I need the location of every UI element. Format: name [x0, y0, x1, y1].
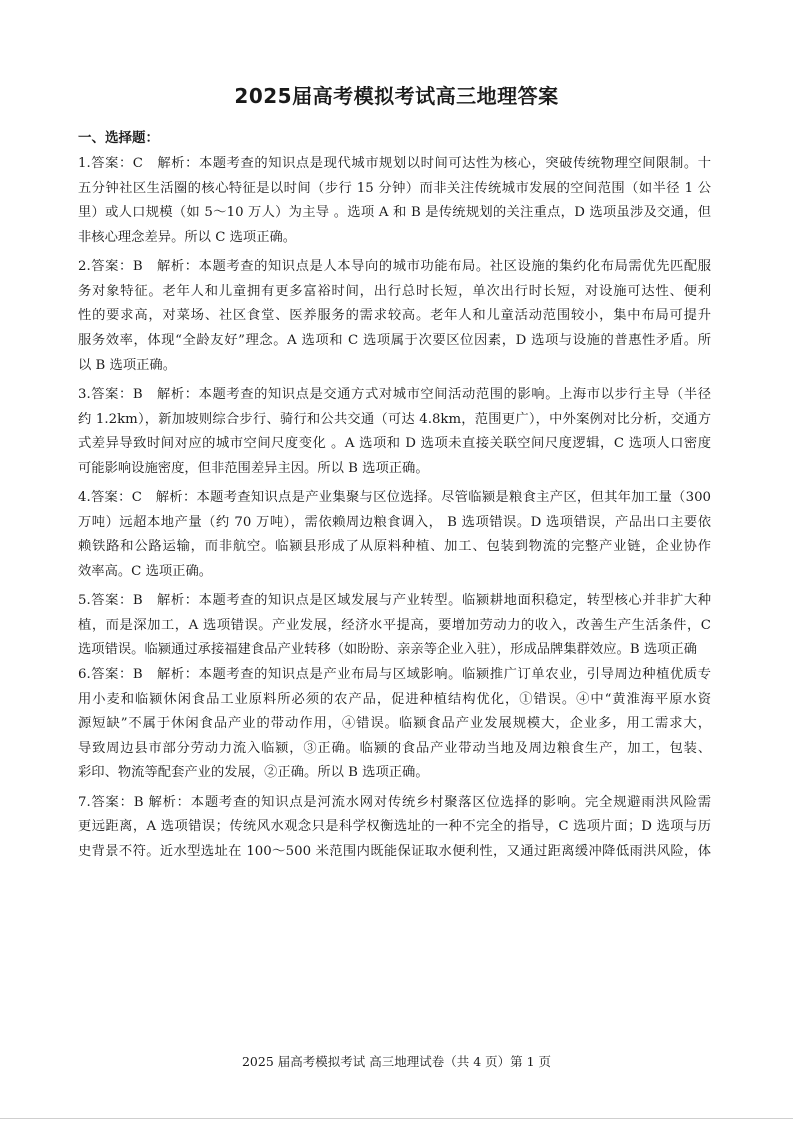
answer-list [78, 152, 711, 869]
answer-line: 史背景不符。近水型选址在 100～500 米范围内既能保证取水便利性，又通过距离缓冲降低雨洪风险，体 [78, 844, 711, 860]
answer-line: 约 1.2km），新加坡则综合步行、骑行和公共交通（可达 4.8km，范围更广），中外案例对比分析，交通方 [78, 411, 711, 427]
answer-line: 彩印、物流等配套产业的发展，②正确。所以 B 选项正确。 [78, 765, 429, 781]
answer-item [78, 383, 711, 481]
answer-item [78, 663, 711, 786]
answer-line: 更远距离，A 选项错误；传统风水观念只是科学权衡选址的一种不完全的指导，C 选项片面；D 选项与历 [78, 819, 711, 835]
answer-line: 效率高。C 选项正确。 [78, 563, 213, 579]
answer-line: 服务效率，体现“全龄友好”理念。A 选项和 C 选项属于次要区位因素，D 选项与设施的普惠性矛盾。所 [78, 332, 711, 348]
answer-line: 非核心理念差异。所以 C 选项正确。 [78, 229, 297, 245]
section-heading: 一、选择题： [78, 130, 159, 146]
answer-line: 可能影响设施密度，但非范围差异主因。所以 B 选项正确。 [78, 460, 429, 476]
answer-line: 植，而是深加工，A 选项错误。产业发展，经济水平提高，要增加劳动力的收入，改善生产生活条件，C [78, 617, 711, 633]
page-footer: 2025 届高考模拟考试 高三地理试卷（共 4 页）第 1 页 [241, 1054, 552, 1069]
bottom-rule [0, 1118, 793, 1119]
answer-item [78, 589, 711, 663]
answer-item [78, 255, 711, 378]
answer-line: 五分钟社区生活圈的核心特征是以时间（步行 15 分钟）而非关注传统城市发展的空间范围（如半径 1 公 [78, 180, 711, 196]
answer-line: 用小麦和临颍休闲食品工业原料所必须的农产品，促进种植结构优化，①错误。④中“黄淮海平原水资 [78, 691, 711, 707]
page-title: 2025届高考模拟考试高三地理答案 [234, 84, 559, 108]
answer-line: 以 B 选项正确。 [78, 357, 177, 373]
answer-line: 里）或人口规模（如 5～10 万人）为主导 。选项 A 和 B 是传统规划的关注重点，D 选项虽涉及交通，但 [78, 205, 711, 221]
answer-line: 3.答案：B 解析：本题考查的知识点是交通方式对城市空间活动范围的影响。上海市以步行主导（半径 [78, 386, 711, 402]
answer-line: 6.答案：B 解析：本题考查的知识点是产业布局与区域影响。临颍推广订单农业，引导周边种植优质专 [78, 667, 711, 683]
answer-item [78, 152, 711, 250]
answer-line: 7.答案：B 解析：本题考查的知识点是河流水网对传统乡村聚落区位选择的影响。完全规避雨洪风险需 [78, 794, 711, 810]
answer-line: 赖铁路和公路运输，而非航空。临颍县形成了从原料种植、加工、包装到物流的完整产业链，企业协作 [78, 539, 711, 555]
answer-item [78, 486, 711, 584]
answer-line: 式差异导致时间对应的城市空间尺度变化 。A 选项和 D 选项未直接关联空间尺度逻辑，C 选项人口密度 [78, 436, 711, 452]
answer-line: 导致周边县市部分劳动力流入临颍，③正确。临颍的食品产业带动当地及周边粮食生产，加工，包装、 [78, 740, 711, 756]
answer-item [78, 791, 711, 865]
answer-line: 选项错误。临颍通过承接福建食品产业转移（如盼盼、亲亲等企业入驻），形成品牌集群效应。B 选项正确 [78, 642, 698, 658]
answer-line: 万吨）远超本地产量（约 70 万吨），需依赖周边粮食调入， B 选项错误。D 选项错误，产品出口主要依 [78, 514, 711, 530]
answer-line: 性的要求高，对菜场、社区食堂、医养服务的需求较高。老年人和儿童活动范围较小，集中布局可提升 [78, 308, 711, 324]
answer-line: 5.答案：B 解析：本题考查的知识点是区域发展与产业转型。临颍耕地面积稳定，转型核心并非扩大种 [78, 593, 711, 609]
answer-line: 4.答案：C 解析：本题考查知识点是产业集聚与区位选择。尽管临颍是粮食主产区，但其年加工量（300 [78, 490, 711, 506]
answer-line: 务对象特征。老年人和儿童拥有更多富裕时间，出行总时长短，单次出行时长短，对设施可达性、便利 [78, 283, 711, 299]
answer-line: 1.答案：C 解析：本题考查的知识点是现代城市规划以时间可达性为核心，突破传统物理空间限制。十 [78, 156, 711, 171]
answer-line: 2.答案：B 解析：本题考查的知识点是人本导向的城市功能布局。社区设施的集约化布局需优先匹配服 [78, 259, 711, 275]
answer-line: 源短缺”不属于休闲食品产业的带动作用，④错误。临颍食品产业发展规模大，企业多，用工需求大， [78, 716, 711, 732]
